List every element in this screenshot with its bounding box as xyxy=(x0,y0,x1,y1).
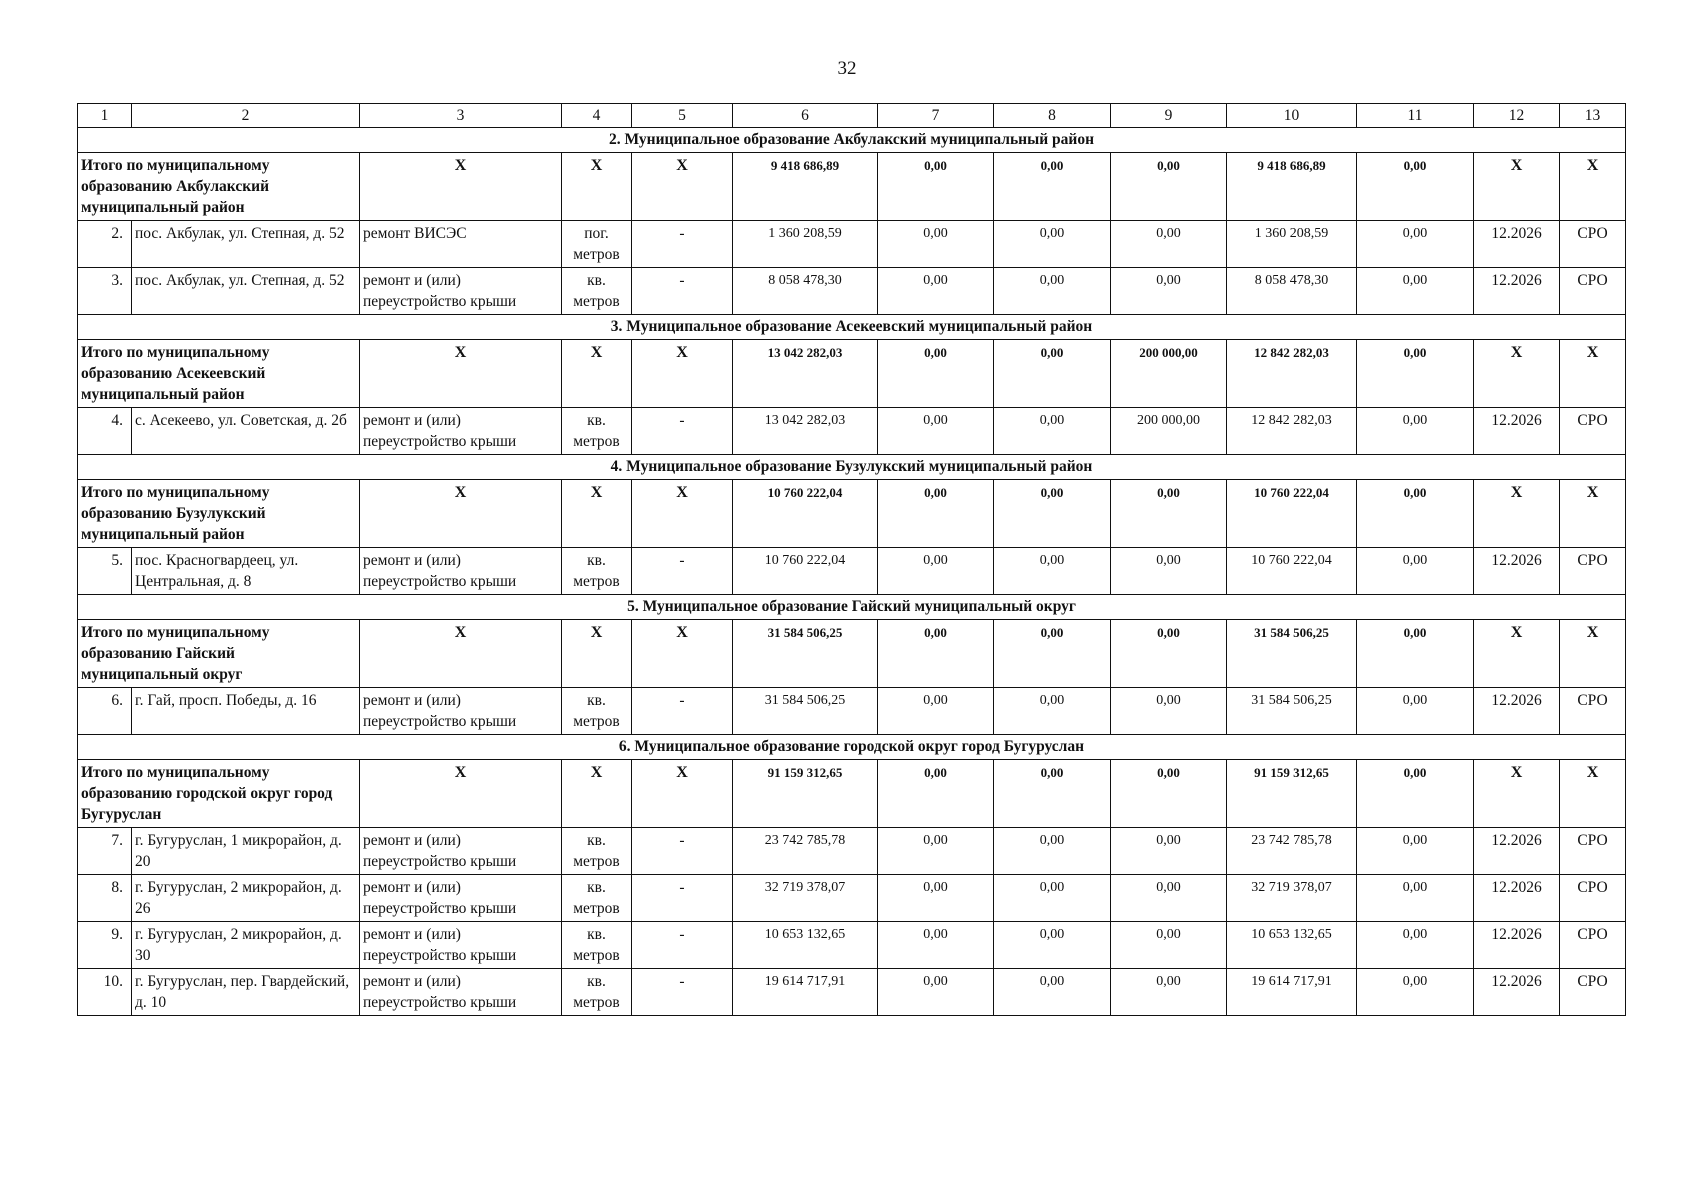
page-number: 32 xyxy=(837,58,857,79)
amount-cell: 0,00 xyxy=(994,548,1111,595)
total-x-mark: X xyxy=(1474,340,1560,408)
total-x-mark: X xyxy=(632,760,733,828)
total-amount: 0,00 xyxy=(994,480,1111,548)
unit-cell: кв. метров xyxy=(562,828,632,875)
unit-cell: кв. метров xyxy=(562,688,632,735)
unit-cell: кв. метров xyxy=(562,548,632,595)
total-x-mark: X xyxy=(360,480,562,548)
amount-cell: 10 760 222,04 xyxy=(733,548,878,595)
total-amount: 0,00 xyxy=(1111,760,1227,828)
column-number: 13 xyxy=(1560,104,1626,128)
table-row xyxy=(78,408,1626,455)
amount-cell: 10 653 132,65 xyxy=(1227,922,1357,969)
amount-cell: 0,00 xyxy=(878,221,994,268)
unit-cell: пог. метров xyxy=(562,221,632,268)
total-x-mark: X xyxy=(632,620,733,688)
work-type-cell: ремонт и (или) переустройство крыши xyxy=(360,268,562,315)
column-number: 9 xyxy=(1111,104,1227,128)
amount-cell: 0,00 xyxy=(994,268,1111,315)
total-amount: 12 842 282,03 xyxy=(1227,340,1357,408)
total-x-mark: X xyxy=(1560,480,1626,548)
unit-cell: кв. метров xyxy=(562,922,632,969)
work-type-cell: ремонт и (или) переустройство крыши xyxy=(360,688,562,735)
table-body xyxy=(78,104,1626,1016)
amount-cell: 13 042 282,03 xyxy=(733,408,878,455)
method-cell: СРО xyxy=(1560,922,1626,969)
column-number: 7 xyxy=(878,104,994,128)
work-type-cell: ремонт и (или) переустройство крыши xyxy=(360,922,562,969)
total-amount: 9 418 686,89 xyxy=(733,153,878,221)
work-type-cell: ремонт и (или) переустройство крыши xyxy=(360,828,562,875)
amount-cell: 10 760 222,04 xyxy=(1227,548,1357,595)
address-cell: г. Гай, просп. Победы, д. 16 xyxy=(132,688,360,735)
table-row xyxy=(78,221,1626,268)
address-cell: пос. Акбулак, ул. Степная, д. 52 xyxy=(132,221,360,268)
section-title: 3. Муниципальное образование Асекеевский муниципальный район xyxy=(78,315,1626,340)
total-x-mark: X xyxy=(632,480,733,548)
amount-cell: 19 614 717,91 xyxy=(733,969,878,1016)
total-amount: 0,00 xyxy=(994,760,1111,828)
total-x-mark: X xyxy=(360,760,562,828)
column-number: 8 xyxy=(994,104,1111,128)
total-x-mark: X xyxy=(1474,620,1560,688)
address-cell: г. Бугуруслан, 2 микрорайон, д. 30 xyxy=(132,922,360,969)
section-heading-row xyxy=(78,735,1626,760)
quantity-cell: - xyxy=(632,408,733,455)
amount-cell: 0,00 xyxy=(1111,548,1227,595)
total-amount: 0,00 xyxy=(878,760,994,828)
quantity-cell: - xyxy=(632,875,733,922)
total-x-mark: X xyxy=(1560,153,1626,221)
amount-cell: 12 842 282,03 xyxy=(1227,408,1357,455)
amount-cell: 0,00 xyxy=(1357,268,1474,315)
row-number: 3. xyxy=(78,268,132,315)
total-amount: 0,00 xyxy=(1111,153,1227,221)
address-cell: г. Бугуруслан, 1 микрорайон, д. 20 xyxy=(132,828,360,875)
section-total-row xyxy=(78,480,1626,548)
total-x-mark: X xyxy=(1560,340,1626,408)
quantity-cell: - xyxy=(632,688,733,735)
work-type-cell: ремонт и (или) переустройство крыши xyxy=(360,969,562,1016)
amount-cell: 0,00 xyxy=(878,922,994,969)
amount-cell: 0,00 xyxy=(994,221,1111,268)
amount-cell: 0,00 xyxy=(994,828,1111,875)
total-amount: 0,00 xyxy=(1111,480,1227,548)
amount-cell: 1 360 208,59 xyxy=(1227,221,1357,268)
total-x-mark: X xyxy=(1474,480,1560,548)
quantity-cell: - xyxy=(632,969,733,1016)
work-type-cell: ремонт и (или) переустройство крыши xyxy=(360,875,562,922)
amount-cell: 0,00 xyxy=(994,875,1111,922)
total-amount: 91 159 312,65 xyxy=(1227,760,1357,828)
deadline-cell: 12.2026 xyxy=(1474,548,1560,595)
method-cell: СРО xyxy=(1560,969,1626,1016)
quantity-cell: - xyxy=(632,922,733,969)
total-amount: 0,00 xyxy=(1357,340,1474,408)
row-number: 4. xyxy=(78,408,132,455)
column-number: 3 xyxy=(360,104,562,128)
total-amount: 0,00 xyxy=(1357,153,1474,221)
section-title: 5. Муниципальное образование Гайский муниципальный округ xyxy=(78,595,1626,620)
section-total-row xyxy=(78,760,1626,828)
section-total-row xyxy=(78,153,1626,221)
total-x-mark: X xyxy=(632,340,733,408)
amount-cell: 8 058 478,30 xyxy=(733,268,878,315)
unit-cell: кв. метров xyxy=(562,268,632,315)
address-cell: с. Асекеево, ул. Советская, д. 2б xyxy=(132,408,360,455)
total-x-mark: X xyxy=(1560,760,1626,828)
method-cell: СРО xyxy=(1560,688,1626,735)
quantity-cell: - xyxy=(632,221,733,268)
column-number: 1 xyxy=(78,104,132,128)
section-heading-row xyxy=(78,455,1626,480)
section-heading-row xyxy=(78,315,1626,340)
total-x-mark: X xyxy=(360,153,562,221)
row-number: 5. xyxy=(78,548,132,595)
amount-cell: 0,00 xyxy=(878,408,994,455)
total-label: Итого по муниципальному образованию Асекеевский муниципальный район xyxy=(78,340,360,408)
total-amount: 0,00 xyxy=(1357,480,1474,548)
total-amount: 0,00 xyxy=(1357,760,1474,828)
amount-cell: 0,00 xyxy=(994,408,1111,455)
capital-repair-table xyxy=(77,103,1626,1016)
amount-cell: 32 719 378,07 xyxy=(1227,875,1357,922)
amount-cell: 0,00 xyxy=(878,688,994,735)
amount-cell: 0,00 xyxy=(1111,221,1227,268)
section-title: 2. Муниципальное образование Акбулакский муниципальный район xyxy=(78,128,1626,153)
column-number: 10 xyxy=(1227,104,1357,128)
total-amount: 0,00 xyxy=(994,153,1111,221)
column-number: 6 xyxy=(733,104,878,128)
unit-cell: кв. метров xyxy=(562,969,632,1016)
column-number: 4 xyxy=(562,104,632,128)
deadline-cell: 12.2026 xyxy=(1474,828,1560,875)
amount-cell: 0,00 xyxy=(878,875,994,922)
total-amount: 10 760 222,04 xyxy=(733,480,878,548)
unit-cell: кв. метров xyxy=(562,875,632,922)
deadline-cell: 12.2026 xyxy=(1474,922,1560,969)
method-cell: СРО xyxy=(1560,221,1626,268)
amount-cell: 0,00 xyxy=(1357,221,1474,268)
quantity-cell: - xyxy=(632,548,733,595)
amount-cell: 0,00 xyxy=(994,688,1111,735)
total-amount: 200 000,00 xyxy=(1111,340,1227,408)
amount-cell: 0,00 xyxy=(1357,875,1474,922)
row-number: 6. xyxy=(78,688,132,735)
work-type-cell: ремонт и (или) переустройство крыши xyxy=(360,548,562,595)
address-cell: г. Бугуруслан, 2 микрорайон, д. 26 xyxy=(132,875,360,922)
amount-cell: 0,00 xyxy=(1111,969,1227,1016)
amount-cell: 0,00 xyxy=(1357,922,1474,969)
total-amount: 91 159 312,65 xyxy=(733,760,878,828)
amount-cell: 0,00 xyxy=(1357,828,1474,875)
total-amount: 0,00 xyxy=(994,620,1111,688)
section-title: 6. Муниципальное образование городской округ город Бугуруслан xyxy=(78,735,1626,760)
deadline-cell: 12.2026 xyxy=(1474,969,1560,1016)
amount-cell: 0,00 xyxy=(1357,548,1474,595)
unit-cell: кв. метров xyxy=(562,408,632,455)
amount-cell: 0,00 xyxy=(994,969,1111,1016)
column-number-row xyxy=(78,104,1626,128)
row-number: 9. xyxy=(78,922,132,969)
section-heading-row xyxy=(78,595,1626,620)
table-row xyxy=(78,922,1626,969)
table-row xyxy=(78,828,1626,875)
amount-cell: 0,00 xyxy=(1357,969,1474,1016)
address-cell: г. Бугуруслан, пер. Гвардейский, д. 10 xyxy=(132,969,360,1016)
amount-cell: 0,00 xyxy=(1111,268,1227,315)
total-label: Итого по муниципальному образованию Бузулукский муниципальный район xyxy=(78,480,360,548)
total-x-mark: X xyxy=(562,480,632,548)
amount-cell: 8 058 478,30 xyxy=(1227,268,1357,315)
method-cell: СРО xyxy=(1560,875,1626,922)
total-amount: 0,00 xyxy=(994,340,1111,408)
total-amount: 0,00 xyxy=(878,153,994,221)
amount-cell: 0,00 xyxy=(1357,688,1474,735)
amount-cell: 0,00 xyxy=(1111,688,1227,735)
total-x-mark: X xyxy=(1474,153,1560,221)
column-number: 12 xyxy=(1474,104,1560,128)
column-number: 11 xyxy=(1357,104,1474,128)
amount-cell: 31 584 506,25 xyxy=(1227,688,1357,735)
method-cell: СРО xyxy=(1560,268,1626,315)
deadline-cell: 12.2026 xyxy=(1474,221,1560,268)
total-amount: 0,00 xyxy=(878,480,994,548)
total-label: Итого по муниципальному образованию городской округ город Бугуруслан xyxy=(78,760,360,828)
total-label: Итого по муниципальному образованию Акбулакский муниципальный район xyxy=(78,153,360,221)
deadline-cell: 12.2026 xyxy=(1474,268,1560,315)
section-heading-row xyxy=(78,128,1626,153)
total-x-mark: X xyxy=(360,340,562,408)
total-x-mark: X xyxy=(562,153,632,221)
table-row xyxy=(78,268,1626,315)
total-x-mark: X xyxy=(562,760,632,828)
total-amount: 9 418 686,89 xyxy=(1227,153,1357,221)
total-x-mark: X xyxy=(632,153,733,221)
amount-cell: 0,00 xyxy=(1357,408,1474,455)
amount-cell: 23 742 785,78 xyxy=(733,828,878,875)
address-cell: пос. Акбулак, ул. Степная, д. 52 xyxy=(132,268,360,315)
section-title: 4. Муниципальное образование Бузулукский муниципальный район xyxy=(78,455,1626,480)
total-amount: 10 760 222,04 xyxy=(1227,480,1357,548)
amount-cell: 0,00 xyxy=(994,922,1111,969)
row-number: 8. xyxy=(78,875,132,922)
amount-cell: 0,00 xyxy=(878,268,994,315)
total-x-mark: X xyxy=(1560,620,1626,688)
column-number: 5 xyxy=(632,104,733,128)
total-amount: 13 042 282,03 xyxy=(733,340,878,408)
total-x-mark: X xyxy=(360,620,562,688)
total-amount: 0,00 xyxy=(1357,620,1474,688)
quantity-cell: - xyxy=(632,828,733,875)
amount-cell: 10 653 132,65 xyxy=(733,922,878,969)
row-number: 2. xyxy=(78,221,132,268)
total-amount: 0,00 xyxy=(1111,620,1227,688)
total-amount: 0,00 xyxy=(878,620,994,688)
row-number: 10. xyxy=(78,969,132,1016)
table-row xyxy=(78,688,1626,735)
total-amount: 31 584 506,25 xyxy=(1227,620,1357,688)
deadline-cell: 12.2026 xyxy=(1474,688,1560,735)
table-row xyxy=(78,548,1626,595)
amount-cell: 0,00 xyxy=(878,828,994,875)
address-cell: пос. Красногвардеец, ул. Центральная, д. 8 xyxy=(132,548,360,595)
work-type-cell: ремонт ВИСЭС xyxy=(360,221,562,268)
work-type-cell: ремонт и (или) переустройство крыши xyxy=(360,408,562,455)
table-row xyxy=(78,875,1626,922)
total-amount: 0,00 xyxy=(878,340,994,408)
total-x-mark: X xyxy=(562,340,632,408)
section-total-row xyxy=(78,340,1626,408)
amount-cell: 0,00 xyxy=(1111,875,1227,922)
total-amount: 31 584 506,25 xyxy=(733,620,878,688)
quantity-cell: - xyxy=(632,268,733,315)
section-total-row xyxy=(78,620,1626,688)
amount-cell: 19 614 717,91 xyxy=(1227,969,1357,1016)
amount-cell: 0,00 xyxy=(1111,828,1227,875)
table-row xyxy=(78,969,1626,1016)
total-label: Итого по муниципальному образованию Гайский муниципальный округ xyxy=(78,620,360,688)
column-number: 2 xyxy=(132,104,360,128)
amount-cell: 1 360 208,59 xyxy=(733,221,878,268)
amount-cell: 23 742 785,78 xyxy=(1227,828,1357,875)
amount-cell: 31 584 506,25 xyxy=(733,688,878,735)
deadline-cell: 12.2026 xyxy=(1474,408,1560,455)
total-x-mark: X xyxy=(562,620,632,688)
deadline-cell: 12.2026 xyxy=(1474,875,1560,922)
total-x-mark: X xyxy=(1474,760,1560,828)
amount-cell: 0,00 xyxy=(1111,922,1227,969)
method-cell: СРО xyxy=(1560,408,1626,455)
amount-cell: 0,00 xyxy=(878,969,994,1016)
amount-cell: 200 000,00 xyxy=(1111,408,1227,455)
amount-cell: 0,00 xyxy=(878,548,994,595)
method-cell: СРО xyxy=(1560,828,1626,875)
amount-cell: 32 719 378,07 xyxy=(733,875,878,922)
method-cell: СРО xyxy=(1560,548,1626,595)
row-number: 7. xyxy=(78,828,132,875)
